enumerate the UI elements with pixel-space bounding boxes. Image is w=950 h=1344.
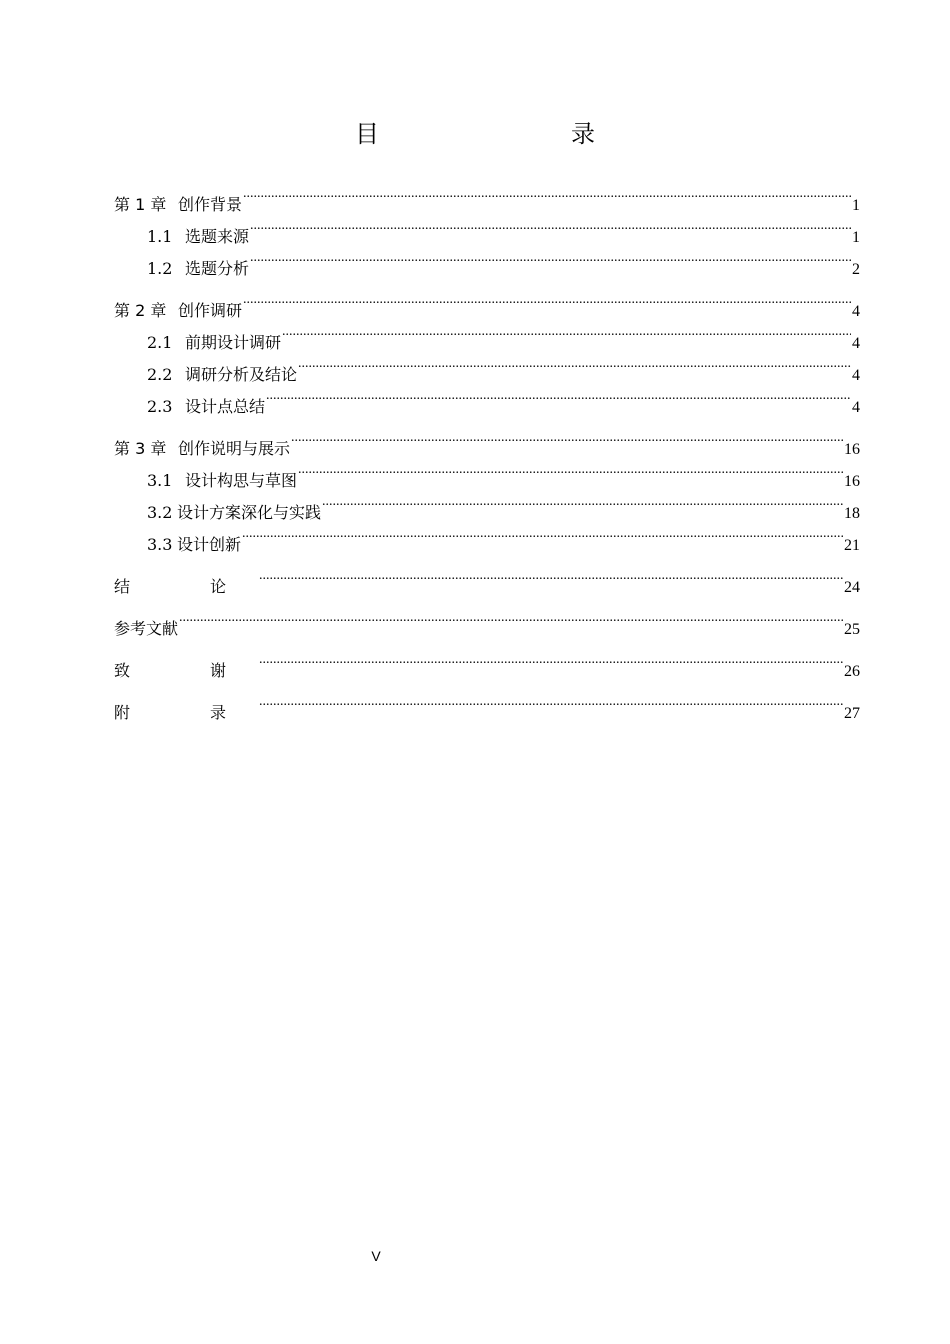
dot-leader [291, 422, 843, 454]
entry-number: 3.3 [147, 535, 173, 554]
dot-leader [266, 380, 851, 412]
entry-title: 参考文献 [114, 619, 179, 638]
entry-page-number: 16 [844, 473, 860, 490]
entry-title: 附 录 [114, 703, 259, 722]
entry-page-number: 16 [844, 441, 860, 458]
entry-page-number: 4 [852, 303, 860, 320]
entry-number: 2.2 [147, 365, 173, 384]
entry-number: 第 3 章 [114, 439, 167, 458]
dot-leader [298, 454, 843, 486]
dot-leader [282, 316, 851, 348]
dot-leader [298, 348, 851, 380]
entry-title: 前期设计调研 [185, 333, 282, 352]
entry-title: 结 论 [114, 577, 259, 596]
dot-leader [259, 560, 843, 592]
entry-number: 3.2 [147, 503, 173, 522]
dot-leader [259, 686, 843, 718]
entry-number: 第 2 章 [114, 301, 167, 320]
entry-title: 设计构思与草图 [185, 471, 298, 490]
entry-title: 创作背景 [178, 195, 243, 214]
toc-entry-chapter-1[interactable] [114, 178, 860, 214]
entry-page-number: 27 [844, 705, 860, 722]
dot-leader [179, 602, 843, 634]
dot-leader [250, 210, 851, 242]
entry-page-number: 4 [852, 335, 860, 352]
entry-page-number: 4 [852, 367, 860, 384]
toc-entry-acknowledgements[interactable] [114, 644, 860, 680]
entry-title: 设计点总结 [185, 397, 266, 416]
toc-entry-references[interactable] [114, 602, 860, 638]
entry-page-number: 1 [852, 229, 860, 246]
entry-title: 选题来源 [185, 227, 250, 246]
toc-entry-conclusion[interactable] [114, 560, 860, 596]
toc-entry-chapter-3[interactable] [114, 422, 860, 458]
entry-title: 创作调研 [178, 301, 243, 320]
entry-title: 设计方案深化与实践 [177, 503, 322, 522]
toc-entry-chapter-2[interactable] [114, 284, 860, 320]
entry-title: 创作说明与展示 [178, 439, 291, 458]
entry-page-number: 25 [844, 621, 860, 638]
entry-page-number: 1 [852, 197, 860, 214]
dot-leader [243, 178, 851, 210]
entry-number: 3.1 [147, 471, 173, 490]
entry-number: 2.1 [147, 333, 173, 352]
entry-page-number: 21 [844, 537, 860, 554]
entry-title: 设计创新 [177, 535, 242, 554]
toc-entry-appendix[interactable] [114, 686, 860, 722]
entry-number: 1.1 [147, 227, 173, 246]
entry-page-number: 24 [844, 579, 860, 596]
dot-leader [243, 284, 851, 316]
page-number-footer: V [371, 1248, 381, 1264]
entry-title: 选题分析 [185, 259, 250, 278]
toc-title: 目 录 [355, 120, 643, 148]
dot-leader [250, 242, 851, 274]
entry-number: 2.3 [147, 397, 173, 416]
entry-title: 致 谢 [114, 661, 259, 680]
entry-title: 调研分析及结论 [185, 365, 298, 384]
table-of-contents [114, 178, 860, 722]
dot-leader [259, 644, 843, 676]
entry-page-number: 4 [852, 399, 860, 416]
dot-leader [322, 486, 843, 518]
entry-number: 第 1 章 [114, 195, 167, 214]
entry-number: 1.2 [147, 259, 173, 278]
entry-page-number: 26 [844, 663, 860, 680]
entry-page-number: 18 [844, 505, 860, 522]
dot-leader [242, 518, 843, 550]
entry-page-number: 2 [852, 261, 860, 278]
